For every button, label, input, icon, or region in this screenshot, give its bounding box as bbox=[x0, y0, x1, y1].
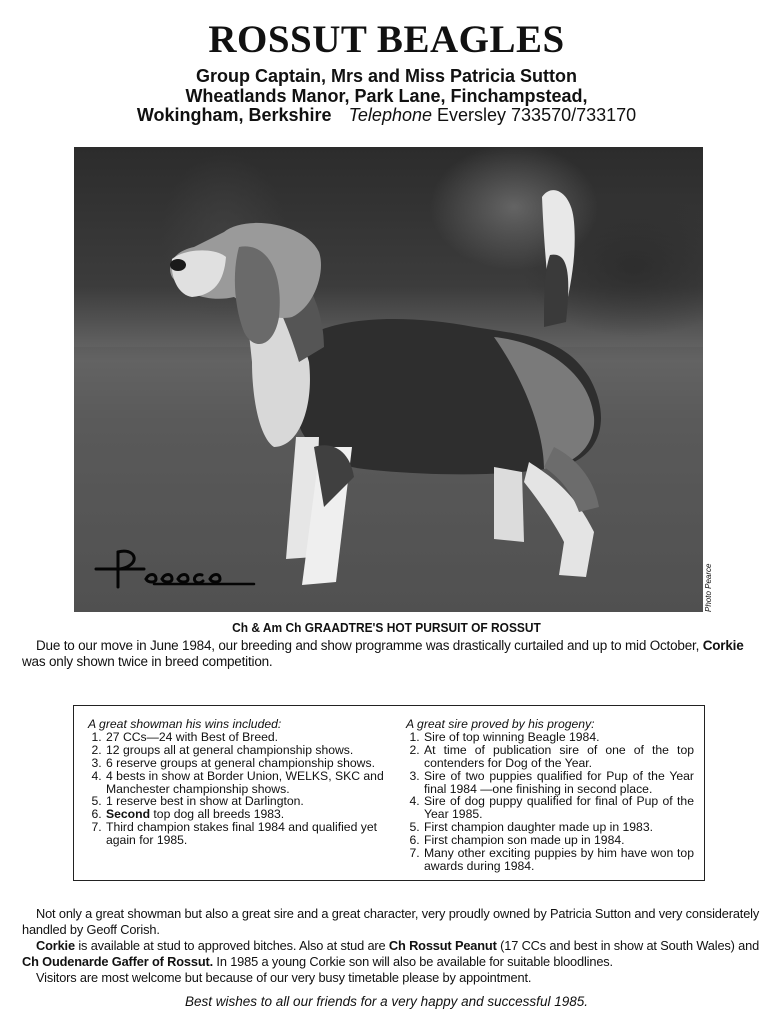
list-item: 5. 1 reserve best in show at Darlington. bbox=[105, 795, 388, 808]
list-item: 1. 27 CCs—24 with Best of Breed. bbox=[105, 731, 388, 744]
photo-credit: Photo Pearce bbox=[704, 563, 713, 612]
showman-wins-list bbox=[88, 731, 388, 847]
stud-paragraph: Corkie is available at stud to approved bitches. Also at stud are Ch Rossut Peanut (17 CCs and best in show at South Wales) and Ch Oudenarde Gaffer of Rossut. In 1985 a young Corkie son will also be available for suitable bloodlines. bbox=[22, 938, 760, 969]
stud-dog-name: Ch Rossut Peanut bbox=[388, 938, 497, 953]
stud-dog-name: Ch Oudenarde Gaffer of Rossut. bbox=[22, 954, 214, 969]
intro-text: Due to our move in June 1984, our breeding and show programme was drastically curtailed and up to mid October, bbox=[36, 638, 700, 653]
dog-nickname: Corkie bbox=[702, 638, 744, 653]
list-item: 4. 4 bests in show at Border Union, WELKS, SKC and Manchester championship shows. bbox=[105, 770, 388, 796]
closing-greeting: Best wishes to all our friends for a very happy and successful 1985. bbox=[185, 994, 588, 1009]
list-item: 3. Sire of two puppies qualified for Pup of the Year final 1984 —one finishing in second place. bbox=[423, 770, 694, 796]
achievements-box bbox=[73, 705, 705, 881]
list-item: 7. Many other exciting puppies by him have won top awards during 1984. bbox=[423, 847, 694, 873]
character-paragraph: Not only a great showman but also a great sire and a great character, very proudly owned by Patricia Sutton and very considerately handled by Geoff Corish. bbox=[22, 906, 760, 937]
list-item: 6. First champion son made up in 1984. bbox=[423, 834, 694, 847]
page-title: ROSSUT BEAGLES bbox=[208, 18, 565, 61]
beagle-photo bbox=[74, 147, 703, 612]
address-line-2 bbox=[0, 105, 773, 126]
address-town: Wokingham, Berkshire bbox=[136, 105, 332, 125]
list-item: 1. Sire of top winning Beagle 1984. bbox=[423, 731, 694, 744]
showman-wins-column bbox=[88, 718, 388, 847]
list-item: 2. At time of publication sire of one of the top contenders for Dog of the Year. bbox=[423, 744, 694, 770]
telephone-label: Telephone bbox=[348, 105, 432, 125]
owners-line: Group Captain, Mrs and Miss Patricia Sutton bbox=[195, 66, 578, 86]
stud-dog-name: Corkie bbox=[36, 938, 75, 953]
beagle-illustration bbox=[74, 147, 703, 612]
visitors-paragraph: Visitors are most welcome but because of our very busy timetable please by appointment. bbox=[36, 970, 532, 985]
list-item: 3. 6 reserve groups at general championship shows. bbox=[105, 757, 388, 770]
sire-progeny-list bbox=[406, 731, 694, 873]
dog-name-caption: Ch & Am Ch GRAADTRE'S HOT PURSUIT OF ROSSUT bbox=[232, 620, 541, 635]
list-item: 5. First champion daughter made up in 1983. bbox=[423, 821, 694, 834]
sire-heading: A great sire proved by his progeny: bbox=[406, 717, 595, 731]
list-item: 6. Second top dog all breeds 1983. bbox=[105, 808, 388, 821]
list-item: 4. Sire of dog puppy qualified for final of Pup of the Year 1985. bbox=[423, 795, 694, 821]
telephone-number: Eversley 733570/733170 bbox=[437, 105, 637, 125]
showman-heading: A great showman his wins included: bbox=[88, 717, 282, 731]
list-item: 2. 12 groups all at general championship shows. bbox=[105, 744, 388, 757]
list-item: 7. Third champion stakes final 1984 and qualified yet again for 1985. bbox=[105, 821, 388, 847]
intro-paragraph bbox=[22, 638, 762, 670]
sire-progeny-column bbox=[406, 718, 694, 873]
address-line-1: Wheatlands Manor, Park Lane, Finchampstead, bbox=[185, 86, 588, 106]
intro-text-end: was only shown twice in breed competition. bbox=[22, 654, 273, 669]
